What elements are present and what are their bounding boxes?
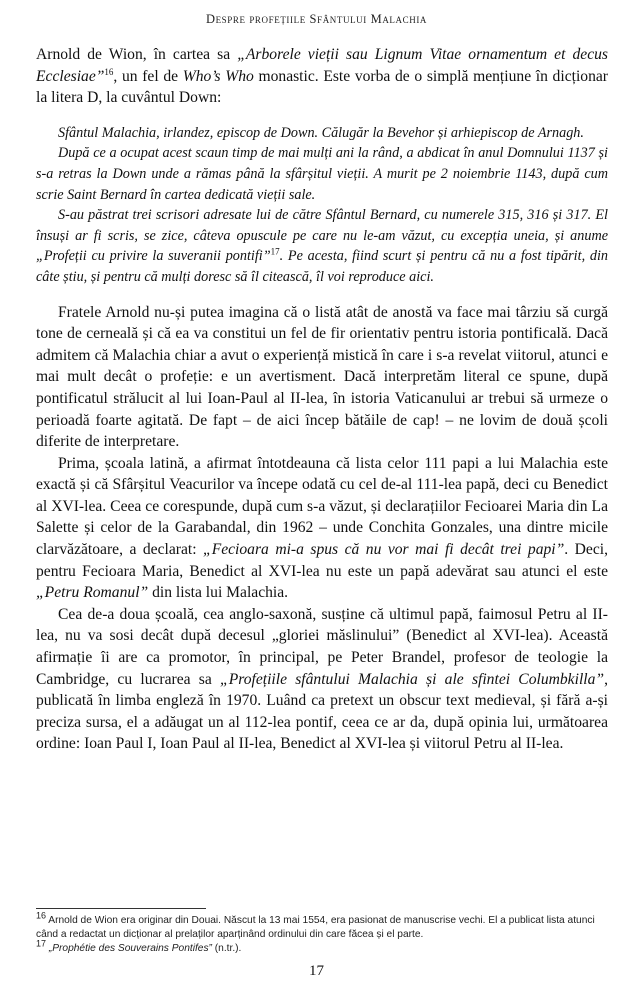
footnote-number: 17 (36, 938, 47, 949)
text-span: Prima, școala latină, a afirmat întotdeauna că lista celor 111 papi a lui Malachia este exactă și că Sfârșitul Veacurilor va începe odată cu cel de-al 111-lea papă, deci cu Benedict al XVI-lea. Ceea ce corespunde, după cum s-a văzut, și declarațiilor Fecioarei Maria din La Salette și celor de la Garabandal, din 1962 – unde Conchita Gonzales, una dintre micile clarvăzătoare, a declarat: (36, 454, 608, 559)
footnote-rule (36, 908, 206, 909)
paragraph-latin-school (36, 453, 608, 604)
footnote-ref-16[interactable]: 16 (104, 66, 114, 77)
text-span: monastic. Este vorba de o simplă mențiune în dicționar la litera D, la cuvântul Down: (36, 67, 608, 107)
footnote-17 (36, 938, 608, 956)
text-span: . Deci, pentru Fecioara Maria, Benedict al XVI-lea nu este un papă adevărat sau atunci el este (36, 541, 609, 580)
petru-romanul-italic: „Petru Romanul” (36, 584, 149, 602)
page-number: 17 (309, 963, 324, 979)
quote-para-1: Sfântul Malachia, irlandez, episcop de Down. Călugăr la Bevehor și arhiepiscop de Arnagh. (58, 124, 584, 141)
paragraph-anglo-saxon-school (36, 604, 608, 755)
text-span: S-au păstrat trei scrisori adresate lui de către Sfântul Bernard, cu numerele 315, 316 și 317. El însuși ar fi scris, se zice, câteva opuscule pe care nu le-am văzut, cu excepția uneia, și anume „Profeții cu privire la suveranii pontifi” (36, 207, 608, 265)
book-title-brandel: „Profețiile sfântului Malachia și ale sfintei Columbkilla” (220, 670, 605, 688)
text-span: Cea de-a doua școală, cea anglo-saxonă, susține că ultimul papă, faimosul Petru al II-lea, nu va sosi decât după decesul „gloriei măslinului” (Benedict al XVI-lea). Această afirmație îi are ca promotor, în principal, pe Peter Brandel, profesor de teologie la Cambridge, cu lucrarea sa (36, 605, 608, 688)
main-text (36, 44, 608, 755)
paragraph-arnold: Fratele Arnold nu-și putea imagina că o listă atât de anostă va face mai târziu să curgă tone de cerneală și că ea va constitui un fel de fir orientativ pentru istoria pontificală. Dacă admitem că Malachia chiar a avut o experiență mistică în care i s-a revelat viitorul, atunci e mai mult decât o profeție: e un avertisment. Dacă interpretăm literal ce spune, după pontificatul strălucit al lui Ioan-Paul al II-lea, în istoria Vaticanului ar trebui să urmeze o perioadă foarte agitată. De fapt – de aici încep bătăile de cap! – ne lovim de două școli diferite de interpretare. (36, 303, 608, 451)
whos-who-italic: Who’s Who (182, 67, 254, 85)
footnote-text: (n.tr.). (211, 943, 242, 954)
text-span: , publicată în limba engleză în 1970. Luând ca pretext un obscur text medieval, și fără a-și preciza sursa, el a adăugat un al 112-lea pontif, ceea ce ar da, după opinia lui, următoarea ordine: Ioan Paul I, Ioan Paul al II-lea, Benedict al XVI-lea și viitorul Petru al II-lea. (36, 670, 608, 753)
text-span: din lista lui Malachia. (148, 584, 289, 602)
footnote-16 (36, 910, 608, 942)
footnote-ref-17[interactable]: 17 (270, 246, 280, 257)
block-quote (36, 123, 608, 288)
footnotes (36, 908, 608, 956)
footnote-number: 16 (36, 910, 47, 921)
footnote-text: Arnold de Wion era originar din Douai. Născut la 13 mai 1554, era pasionat de manuscrise vechi. El a publicat lista atunci când a redactat un dicționar al prelaților aparținând ordinului din care făcea și el parte. (36, 915, 595, 940)
quote-conchita: „Fecioara mi-a spus că nu vor mai fi decât trei papi” (203, 541, 565, 559)
book-title-arbor: „Arborele vieții sau Lignum Vitae ornamentum et decus Ecclesiae” (36, 46, 608, 85)
quote-para-3 (36, 205, 608, 287)
text-span: , un fel de (113, 67, 183, 85)
footnote-title: „Prophétie des Souverains Pontifes” (46, 943, 212, 954)
quote-para-2: După ce a ocupat acest scaun timp de mai mulți ani la rând, a abdicat în anul Domnului 1137 și s-a retras la Down unde a rămas până la sfârșitul vieții. A murit pe 2 noiembrie 1143, după cum scrie Saint Bernard în cartea dedicată vieții sale. (36, 145, 608, 203)
running-head: Despre profețiile Sfântului Malachia (205, 12, 428, 26)
text-span: . Pe acesta, fiind scurt și pentru că nu a fost tipărit, din câte știu, și pentru că mulți doresc să îl citească, îl voi reproduce aici. (36, 248, 608, 285)
paragraph-intro (36, 44, 608, 109)
text-span: Arnold de Wion, în cartea sa (36, 46, 238, 63)
